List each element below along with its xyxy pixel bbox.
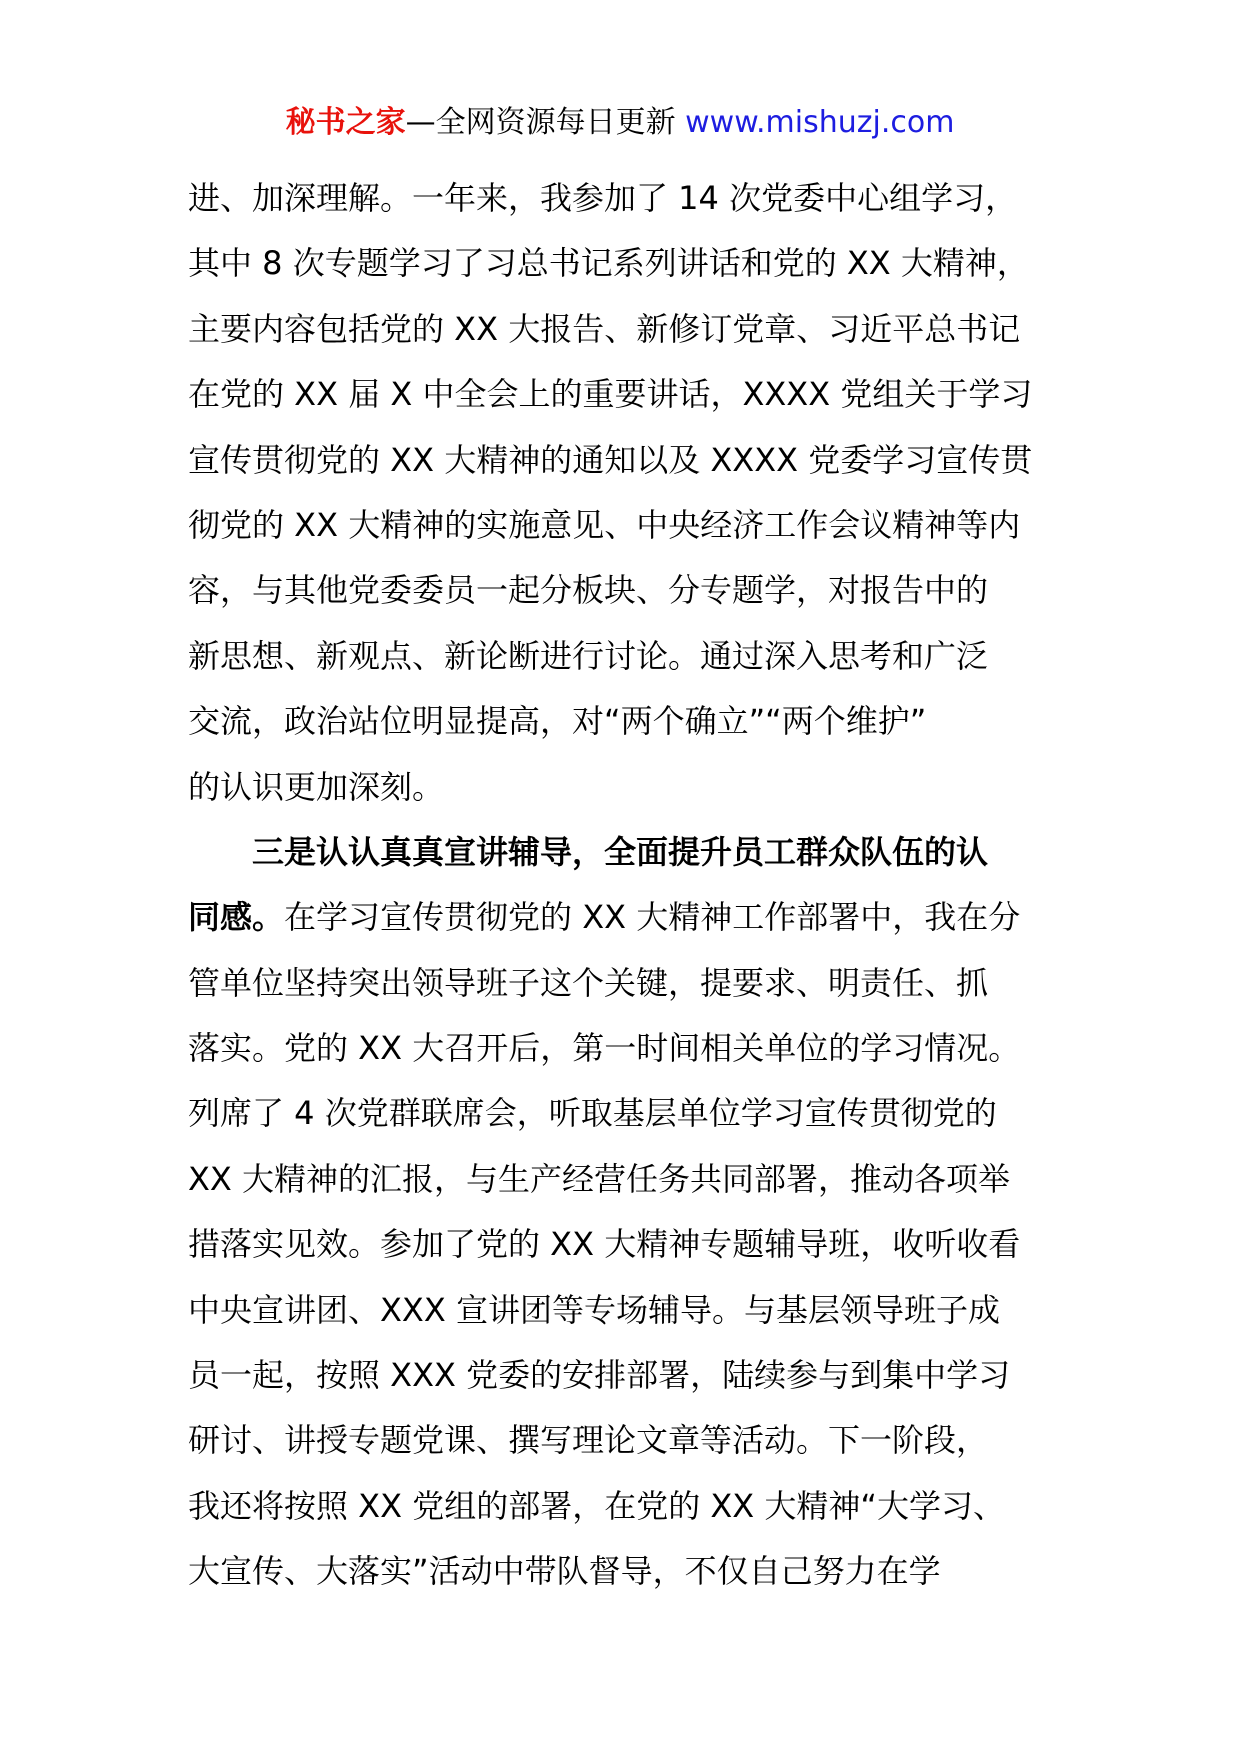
document-body <box>188 166 1068 1605</box>
text-line: 我还将按照 XX 党组的部署，在党的 XX 大精神“大学习、 <box>188 1486 1005 1525</box>
text-span: 在学习宣传贯彻党的 XX 大精神工作部署中，我在分 <box>284 898 1021 937</box>
text-line: 的认识更加深刻。 <box>188 767 445 806</box>
text-line: 研讨、讲授专题党课、撰写理论文章等活动。下一阶段， <box>188 1421 989 1460</box>
text-line: 列席了 4 次党群联席会，听取基层单位学习宣传贯彻党的 <box>188 1094 997 1133</box>
brand-name: 秘书之家 <box>285 105 406 140</box>
text-line: 其中 8 次专题学习了习总书记系列讲话和党的 XX 大精神， <box>188 244 1029 283</box>
section-heading: 三是认认真真宣讲辅导，全面提升员工群众队伍的认 <box>252 832 989 871</box>
website-link[interactable]: www.mishuzj.com <box>685 105 955 140</box>
text-line: 交流，政治站位明显提高，对“两个确立”“两个维护” <box>188 702 927 741</box>
text-line: 员一起，按照 XXX 党委的安排部署，陆续参与到集中学习 <box>188 1356 1011 1395</box>
text-line: XX 大精神的汇报，与生产经营任务共同部署，推动各项举 <box>188 1159 1011 1198</box>
page-header <box>0 101 1240 145</box>
text-line <box>188 885 1068 950</box>
text-line: 落实。党的 XX 大召开后，第一时间相关单位的学习情况。 <box>188 1029 1021 1068</box>
text-line: 中央宣讲团、XXX 宣讲团等专场辅导。与基层领导班子成 <box>188 1290 1000 1329</box>
text-line: 进、加深理解。一年来，我参加了 14 次党委中心组学习， <box>188 179 1018 217</box>
text-line: 管单位坚持突出领导班子这个关键，提要求、明责任、抓 <box>188 963 989 1002</box>
section-heading-end: 同感。 <box>188 898 285 937</box>
text-line: 新思想、新观点、新论断进行讨论。通过深入思考和广泛 <box>188 636 989 675</box>
text-line: 在党的 XX 届 X 中全会上的重要讲话，XXXX 党组关于学习 <box>188 375 1033 414</box>
text-line: 容，与其他党委委员一起分板块、分专题学，对报告中的 <box>188 571 989 610</box>
text-line: 大宣传、大落实”活动中带队督导，不仅自己努力在学 <box>188 1552 941 1591</box>
header-slogan: —全网资源每日更新 <box>405 105 686 140</box>
text-line: 措落实见效。参加了党的 XX 大精神专题辅导班，收听收看 <box>188 1225 1021 1264</box>
text-line: 彻党的 XX 大精神的实施意见、中央经济工作会议精神等内 <box>188 505 1021 544</box>
text-line: 宣传贯彻党的 XX 大精神的通知以及 XXXX 党委学习宣传贯 <box>188 440 1033 479</box>
text-line: 主要内容包括党的 XX 大报告、新修订党章、习近平总书记 <box>188 309 1021 348</box>
